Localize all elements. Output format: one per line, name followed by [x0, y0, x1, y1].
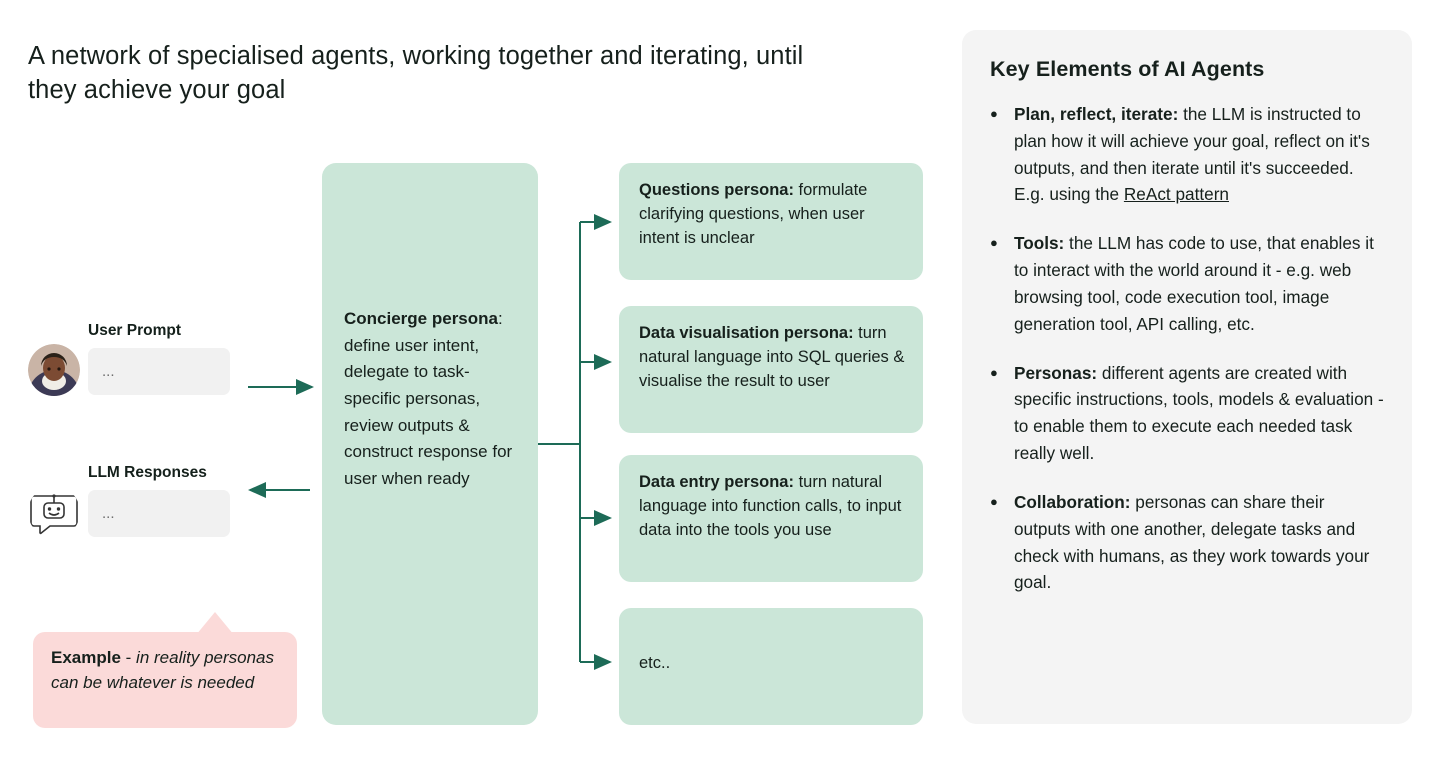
llm-responses-field[interactable]: ... — [88, 490, 230, 537]
user-prompt-field[interactable]: ... — [88, 348, 230, 395]
key-item-1-body: the LLM has code to use, that enables it to interact with the world around it - e.g. web browsing tool, code execution tool, image generation tool, API calling, etc. — [1014, 233, 1374, 334]
user-prompt-block — [28, 322, 288, 395]
persona-box-etc[interactable] — [619, 608, 923, 725]
concierge-title-suffix: : — [498, 309, 503, 328]
persona-box-data-visualisation[interactable] — [619, 306, 923, 433]
concierge-persona-box[interactable] — [322, 163, 538, 725]
key-item-3-term: Collaboration: — [1014, 491, 1131, 512]
persona-1-title: Data visualisation persona: — [639, 324, 854, 342]
concierge-title: Concierge persona — [344, 309, 498, 328]
key-elements-panel — [962, 30, 1412, 724]
key-item-0-term: Plan, reflect, iterate: — [1014, 104, 1179, 124]
callout-label: Example — [51, 648, 121, 667]
user-avatar-photo — [28, 344, 80, 396]
key-item-plan — [990, 101, 1384, 208]
key-item-1-term: Tools: — [1014, 233, 1065, 254]
persona-0-title: Questions persona: — [639, 181, 794, 199]
example-callout — [33, 632, 297, 728]
callout-separator: - — [120, 648, 137, 667]
key-item-collaboration-text — [1014, 489, 1384, 596]
key-item-plan-text — [1014, 101, 1384, 208]
page-title: A network of specialised agents, working together and iterating, until they achieve your goal — [28, 42, 804, 104]
persona-box-data-entry[interactable] — [619, 455, 923, 582]
key-item-personas-text — [1014, 360, 1384, 467]
persona-box-questions[interactable] — [619, 163, 923, 280]
key-item-collaboration — [990, 489, 1384, 596]
user-prompt-label: User Prompt — [88, 322, 182, 339]
persona-2-title: Data entry persona: — [639, 473, 794, 491]
robot-chat-icon — [28, 486, 80, 538]
bullet-icon: ● — [990, 106, 998, 121]
persona-0-body: formulate clarifying questions, when user intent is unclear — [639, 181, 868, 247]
key-item-tools-text — [1014, 230, 1384, 337]
user-avatar — [28, 344, 80, 396]
bullet-icon: ● — [990, 493, 998, 509]
bullet-icon: ● — [990, 235, 998, 251]
persona-2-body: turn natural language into function calls, to input data into the tools you use — [639, 473, 902, 539]
llm-responses-block — [28, 464, 288, 537]
persona-1-body: turn natural language into SQL queries & visualise the result to user — [639, 324, 905, 390]
react-pattern-link[interactable]: ReAct pattern — [1123, 184, 1229, 205]
callout-text: in reality personas can be whatever is needed — [51, 648, 275, 692]
key-item-0-body: the LLM is instructed to plan how it will achieve your goal, reflect on it's outputs, and then iterate until it's succeeded. E.g. using the — [1014, 104, 1370, 205]
bullet-icon: ● — [990, 364, 998, 380]
key-item-tools — [990, 230, 1384, 337]
llm-responses-label: LLM Responses — [88, 464, 207, 481]
concierge-persona-text — [344, 306, 522, 493]
key-item-2-body: different agents are created with specific instructions, tools, models & evaluation - to enable them to execute each needed task really well. — [1014, 362, 1384, 464]
key-item-2-term: Personas: — [1014, 362, 1098, 383]
persona-3-body: etc.. — [639, 654, 671, 672]
key-item-3-body: personas can share their outputs with one another, delegate tasks and check with humans, as they work towards your goal. — [1014, 491, 1370, 593]
llm-avatar — [28, 486, 80, 538]
key-item-personas — [990, 360, 1384, 467]
concierge-body: define user intent, delegate to task-specific personas, review outputs & construct response for user when ready — [344, 335, 513, 489]
key-panel-title: Key Elements of AI Agents — [990, 57, 1265, 81]
